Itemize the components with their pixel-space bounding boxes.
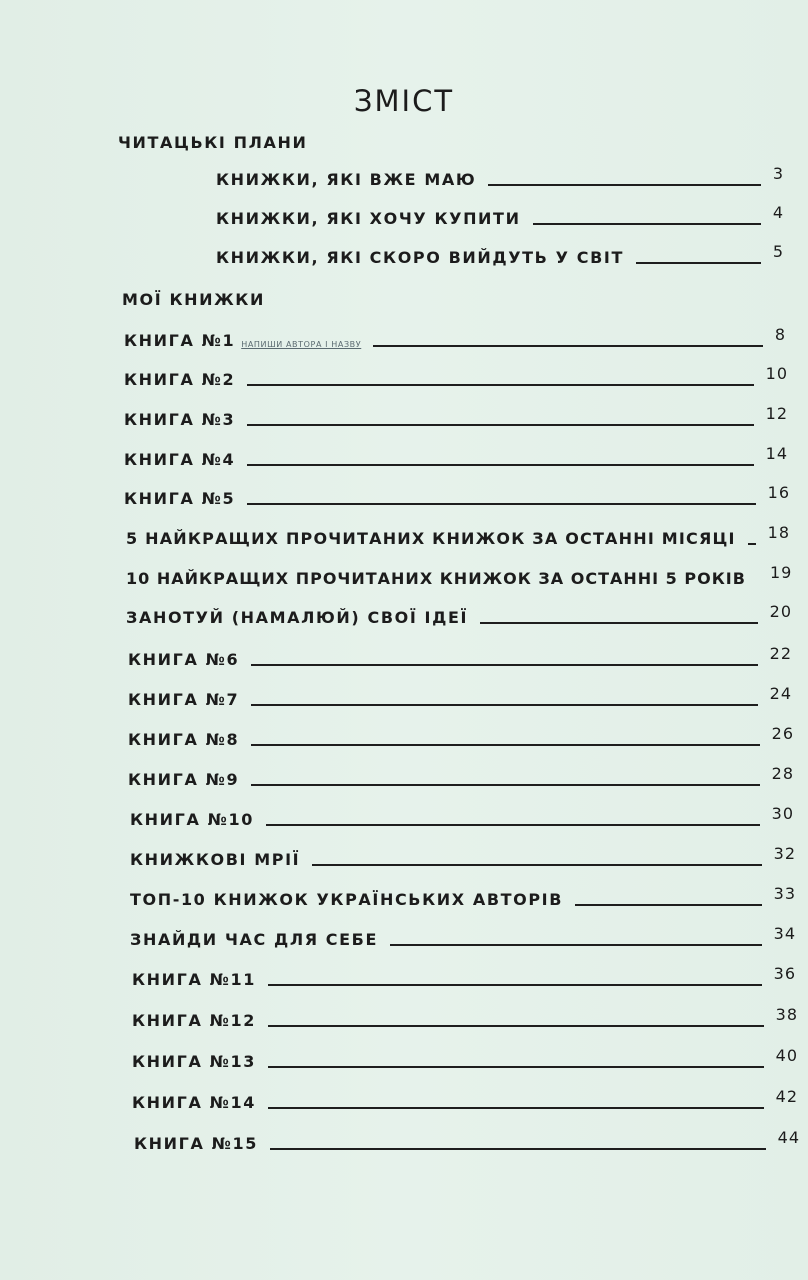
toc-page-number: 22: [769, 644, 792, 663]
toc-page-number: 40: [775, 1046, 798, 1065]
leader-line: [533, 223, 761, 225]
toc-entry-label: КНИГА №9: [128, 770, 240, 789]
toc-entry-label: КНИГА №15: [134, 1134, 258, 1153]
leader-line: [251, 664, 757, 666]
toc-entry[interactable]: [132, 1048, 798, 1072]
toc-page-number: 20: [769, 602, 792, 621]
toc-page-number: 36: [773, 964, 796, 983]
toc-entry-label: КНИЖКОВІ МРІЇ: [130, 850, 301, 869]
toc-entry[interactable]: [132, 966, 796, 990]
toc-page-number: 30: [771, 804, 794, 823]
toc-page-number: 42: [775, 1087, 798, 1106]
toc-entry[interactable]: [216, 244, 784, 268]
leader-line: [270, 1148, 766, 1150]
toc-entry-label: КНИГА №6: [128, 650, 240, 669]
toc-entry-label: КНИГА №8: [128, 730, 240, 749]
toc-page-number: 5: [772, 242, 784, 261]
leader-line: [575, 904, 762, 906]
leader-line: [636, 262, 761, 264]
toc-entry[interactable]: [130, 886, 796, 910]
toc-page-number: 32: [773, 844, 796, 863]
leader-line: [247, 424, 753, 426]
toc-entry[interactable]: [124, 406, 788, 430]
toc-entry[interactable]: [126, 563, 793, 589]
toc-entry-label: КНИГА №5: [124, 489, 236, 508]
toc-page-number: 14: [765, 444, 788, 463]
toc-page-number: 18: [767, 523, 790, 542]
toc-entry[interactable]: [132, 1089, 798, 1113]
toc-entry[interactable]: [128, 726, 794, 750]
toc-entry[interactable]: [128, 766, 794, 790]
leader-line: [268, 984, 762, 986]
toc-entry[interactable]: [124, 446, 788, 470]
leader-line: [266, 824, 760, 826]
section-reading-plans: ЧИТАЦЬКІ ПЛАНИ: [118, 133, 308, 152]
leader-line: [251, 744, 759, 746]
toc-page-number: 10: [765, 364, 788, 383]
toc-entry[interactable]: [128, 646, 792, 670]
leader-line: [247, 503, 755, 505]
toc-entry-label: КНИГА №7: [128, 690, 240, 709]
leader-line: [268, 1066, 764, 1068]
toc-entry-label: ТОП-10 КНИЖОК УКРАЇНСЬКИХ АВТОРІВ: [130, 890, 564, 909]
leader-line: [748, 543, 756, 545]
toc-entry[interactable]: [128, 686, 792, 710]
leader-line: [312, 864, 761, 866]
toc-entry[interactable]: [124, 485, 790, 509]
toc-entry-label: КНИЖКИ, ЯКІ ВЖЕ МАЮ: [216, 170, 477, 189]
leader-line: [390, 944, 762, 946]
toc-page-number: 44: [777, 1128, 800, 1147]
leader-line: [488, 184, 761, 186]
toc-entry[interactable]: [124, 366, 788, 390]
toc-entry[interactable]: [216, 166, 784, 190]
leader-line: [247, 464, 753, 466]
section-my-books: МОЇ КНИЖКИ: [122, 290, 265, 309]
toc-entry-label: ЗНАЙДИ ЧАС ДЛЯ СЕБЕ: [130, 930, 378, 949]
toc-page-number: 12: [765, 404, 788, 423]
toc-entry-label: КНИГА №4: [124, 450, 236, 469]
toc-entry-label: КНИГА №12: [132, 1011, 256, 1030]
toc-page-number: 26: [771, 724, 794, 743]
toc-page-number: 24: [769, 684, 792, 703]
toc-entry-label: КНИЖКИ, ЯКІ СКОРО ВИЙДУТЬ У СВІТ: [216, 248, 624, 267]
toc-page-number: 38: [775, 1005, 798, 1024]
toc-entry-label: 5 НАЙКРАЩИХ ПРОЧИТАНИХ КНИЖОК ЗА ОСТАННІ МІСЯЦІ: [126, 529, 736, 548]
toc-entry-label: КНИЖКИ, ЯКІ ХОЧУ КУПИТИ: [216, 209, 521, 228]
toc-page-number: 8: [774, 325, 786, 344]
toc-entry[interactable]: [132, 1007, 798, 1031]
author-title-hint: НАПИШИ АВТОРА І НАЗВУ: [241, 340, 362, 349]
toc-page-number: 4: [772, 203, 784, 222]
leader-line: [251, 784, 759, 786]
toc-entry-label: ЗАНОТУЙ (НАМАЛЮЙ) СВОЇ ІДЕЇ: [126, 608, 469, 627]
leader-line: [251, 704, 757, 706]
toc-entry-label: КНИГА №14: [132, 1093, 256, 1112]
toc-entry-label: КНИГА №3: [124, 410, 236, 429]
toc-entry[interactable]: [126, 525, 790, 549]
toc-entry[interactable]: [130, 846, 796, 870]
toc-page-number: 33: [773, 884, 796, 903]
leader-line: [268, 1107, 764, 1109]
toc-entry[interactable]: [124, 327, 786, 351]
toc-entry-label: КНИГА №2: [124, 370, 236, 389]
toc-entry-label: КНИГА №1: [124, 331, 236, 350]
toc-page-number: 16: [767, 483, 790, 502]
page-title: ЗМІСТ: [353, 84, 455, 118]
toc-page-number: 28: [771, 764, 794, 783]
toc-entry[interactable]: [130, 926, 796, 950]
leader-line: [268, 1025, 764, 1027]
toc-entry-label: 10 НАЙКРАЩИХ ПРОЧИТАНИХ КНИЖОК ЗА ОСТАННІ 5 РОКІВ: [126, 569, 746, 588]
toc-entry-label: КНИГА №11: [132, 970, 256, 989]
toc-entry[interactable]: [130, 806, 794, 830]
toc-entry-label: КНИГА №13: [132, 1052, 256, 1071]
toc-entry[interactable]: [216, 205, 784, 229]
toc-entry[interactable]: [134, 1130, 800, 1154]
toc-entry[interactable]: [126, 604, 792, 628]
leader-line: [247, 384, 753, 386]
toc-entry-label: КНИГА №10: [130, 810, 254, 829]
toc-page-number: 19: [769, 563, 793, 582]
leader-line: [373, 345, 763, 347]
toc-page-number: 34: [773, 924, 796, 943]
toc-page-number: 3: [772, 164, 784, 183]
leader-line: [480, 622, 758, 624]
